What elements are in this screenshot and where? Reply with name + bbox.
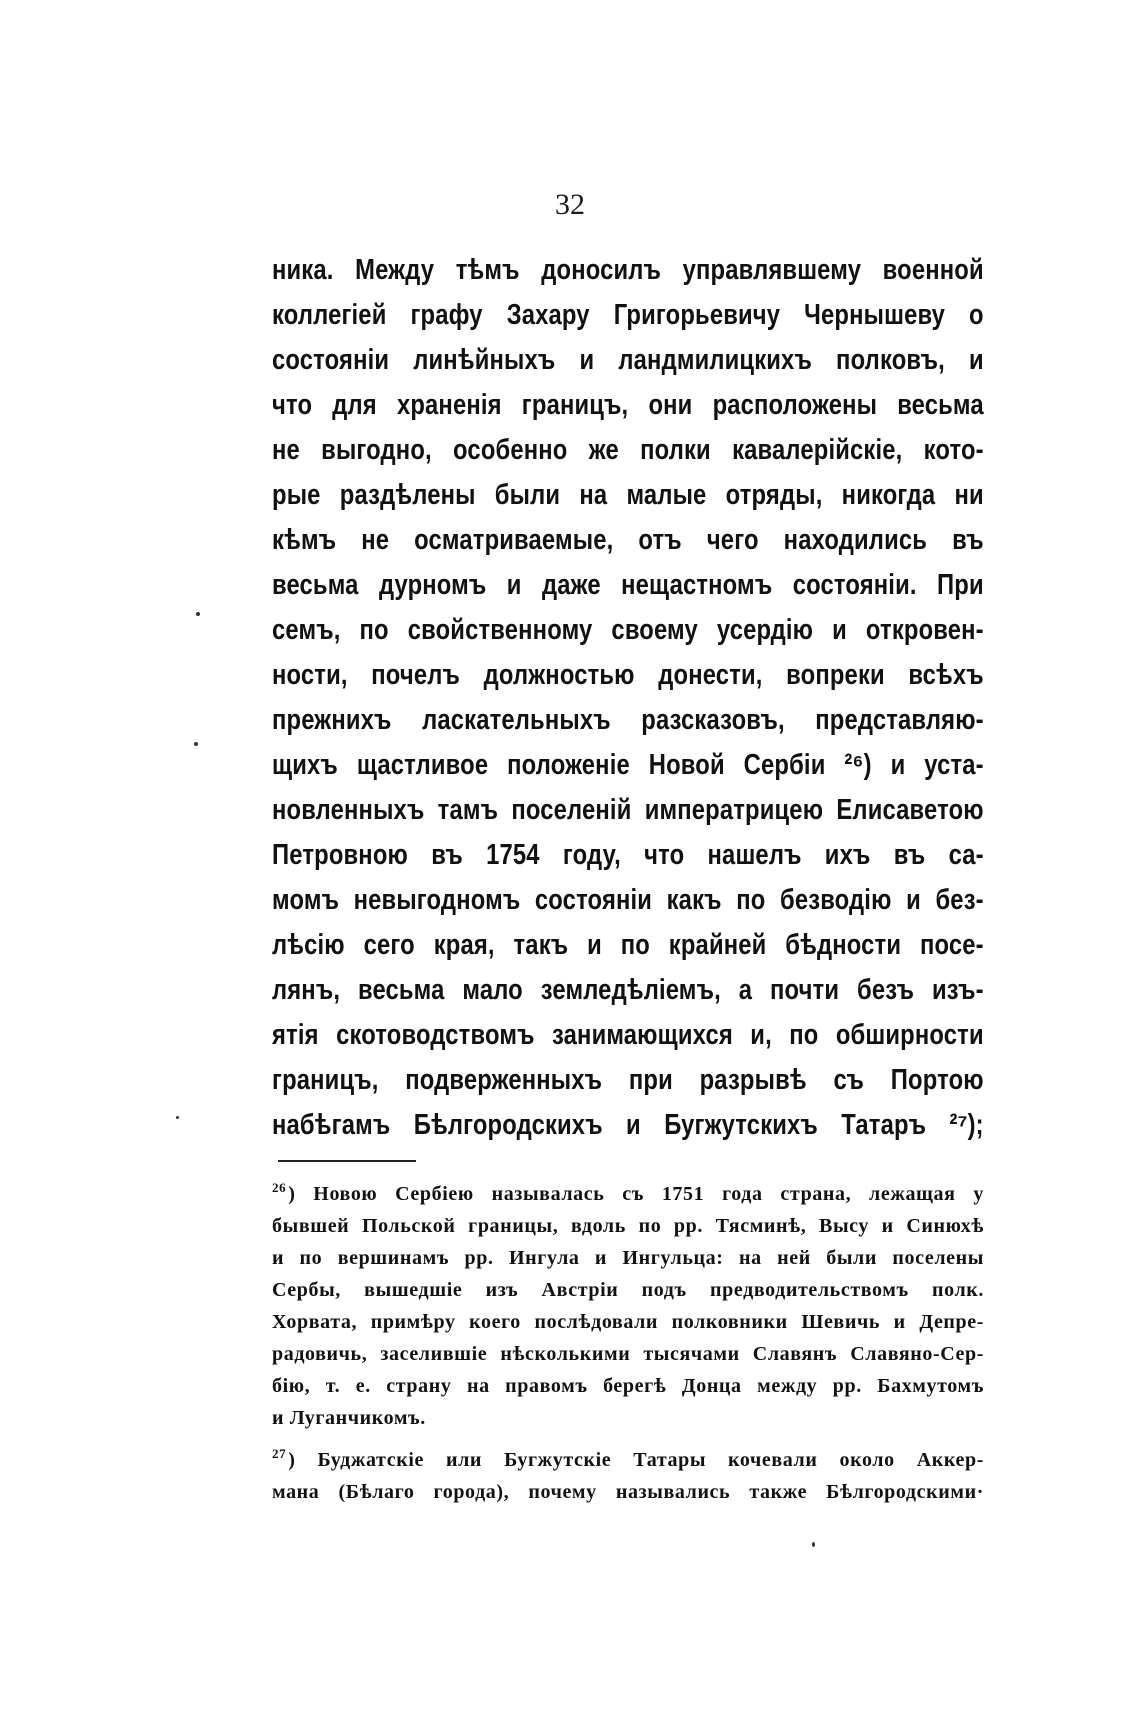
footnotes-block [272, 1178, 984, 1508]
footnote-line: и Луганчикомъ. [272, 1407, 426, 1429]
footnote-line: мана (Бѣлаго города), почему назывались также Бѣлгородскими· [272, 1481, 984, 1503]
text-line: рые раздѣлены были на малые отряды, никогда ни [272, 479, 984, 511]
text-line: весьма дурномъ и даже нещастномъ состояніи. При [272, 569, 984, 601]
text-line: не выгодно, особенно же полки кавалерійскіе, кото- [272, 434, 984, 466]
scan-speck [194, 742, 198, 746]
footnote-divider [278, 1160, 416, 1162]
footnote-line: и по вершинамъ рр. Ингула и Ингульца: на ней были поселены [272, 1247, 984, 1269]
footnote-line: бывшей Польской границы, вдоль по рр. Тясминѣ, Высу и Синюхѣ [272, 1215, 984, 1237]
text-line: лянъ, весьма мало земледѣліемъ, а почти безъ изъ- [272, 974, 984, 1006]
scan-speck [196, 612, 200, 616]
footnote-line: бію, т. е. страну на правомъ берегѣ Донца между рр. Бахмутомъ [272, 1375, 984, 1397]
footnote-line-text: ) Новою Сербіею называлась съ 1751 года страна, лежащая у [288, 1183, 984, 1205]
footnote-line [272, 1444, 984, 1476]
footnote-marker: 27 [272, 1446, 287, 1462]
text-line: момъ невыгодномъ состояніи какъ по безводію и без- [272, 884, 984, 916]
text-line: Петровною въ 1754 году, что нашелъ ихъ въ са- [272, 839, 984, 871]
scan-speck [812, 1542, 815, 1547]
footnote-gap [272, 1434, 984, 1444]
text-line: ника. Между тѣмъ доносилъ управлявшему военной [272, 254, 984, 286]
text-line: прежнихъ ласкательныхъ разсказовъ, представляю- [272, 704, 984, 736]
text-line: лѣсію сего края, такъ и по крайней бѣдности посе- [272, 929, 984, 961]
text-line: щихъ щастливое положеніе Новой Сербіи ²⁶) и уста- [272, 749, 984, 781]
main-text-block [272, 248, 984, 1148]
scan-speck [176, 1116, 179, 1119]
footnote-27 [272, 1444, 984, 1508]
text-line: кѣмъ не осматриваемые, отъ чего находились въ [272, 524, 984, 556]
text-line: набѣгамъ Бѣлгородскихъ и Бугжутскихъ Татаръ ²⁷); [272, 1109, 984, 1141]
page-number: 32 [555, 188, 585, 221]
footnote-26 [272, 1178, 984, 1434]
footnote-line [272, 1178, 984, 1210]
footnote-marker: 26 [272, 1180, 287, 1196]
footnote-line: Хорвата, примѣру коего послѣдовали полковники Шевичь и Депре- [272, 1311, 984, 1333]
text-line: границъ, подверженныхъ при разрывѣ съ Портою [272, 1064, 984, 1096]
footnote-line-text: ) Буджатскіе или Бугжутскіе Татары кочевали около Аккер- [288, 1449, 984, 1471]
text-line: коллегіей графу Захару Григорьевичу Чернышеву о [272, 299, 984, 331]
text-line: что для храненія границъ, они расположены весьма [272, 389, 984, 421]
text-line: состояніи линѣйныхъ и ландмилицкихъ полковъ, и [272, 344, 984, 376]
text-line: семъ, по свойственному своему усердію и откровен- [272, 614, 984, 646]
text-line: ятія скотоводствомъ занимающихся и, по обширности [272, 1019, 984, 1051]
text-line: новленныхъ тамъ поселеній императрицею Елисаветою [272, 794, 984, 826]
text-line: ности, почелъ должностью донести, вопреки всѣхъ [272, 659, 984, 691]
footnote-line: Сербы, вышедшіе изъ Австріи подъ предводительствомъ полк. [272, 1279, 984, 1301]
footnote-line: радовичь, заселившіе нѣсколькими тысячами Славянъ Славяно-Сер- [272, 1343, 984, 1365]
